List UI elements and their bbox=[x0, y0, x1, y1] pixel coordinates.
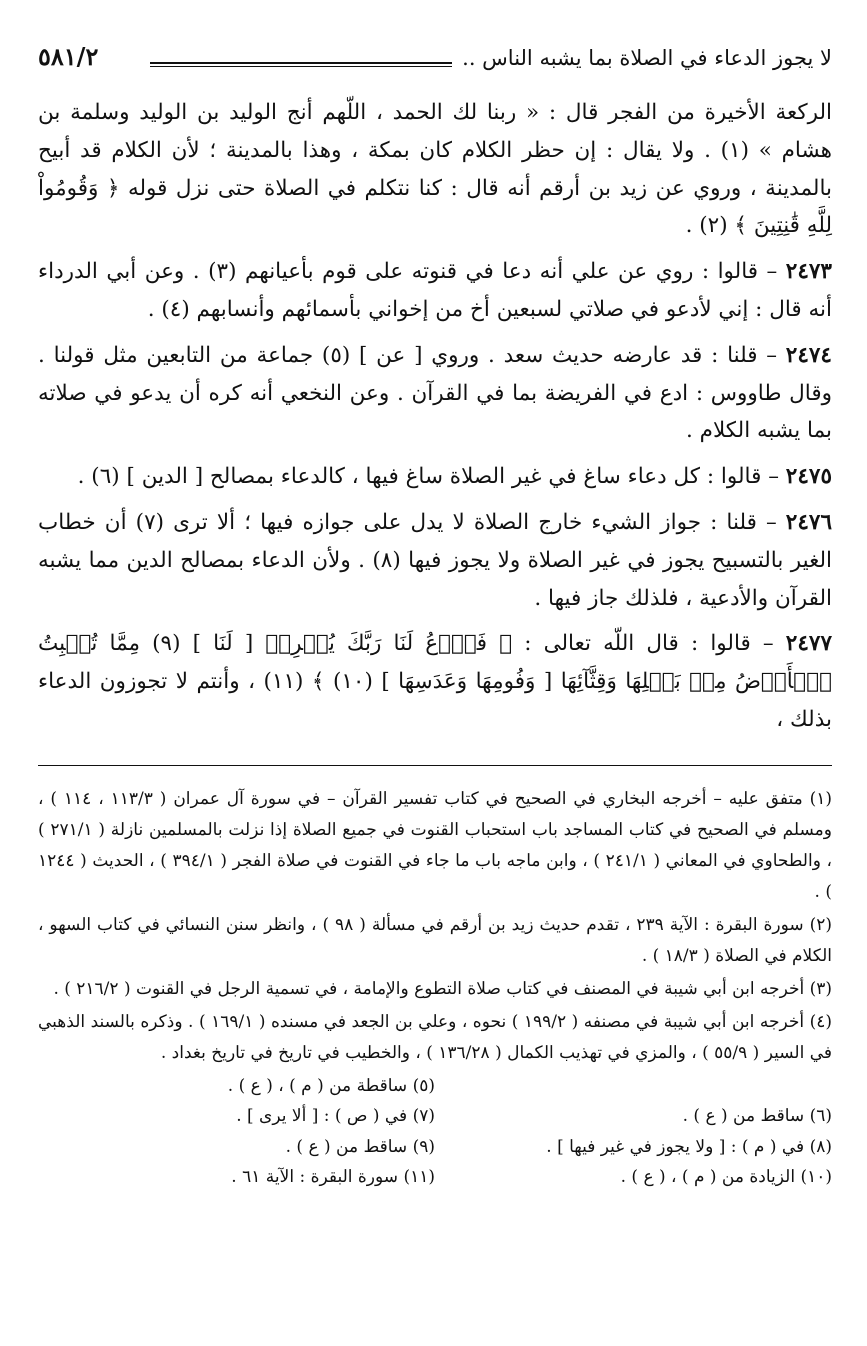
footnote: (٧) في ( ص ) : [ ألا يرى ] . bbox=[236, 1106, 435, 1127]
footnote: (١٠) الزيادة من ( م ) ، ( ع ) . bbox=[620, 1167, 832, 1188]
issue-number: ٢٤٧٣ bbox=[785, 259, 832, 285]
page-header bbox=[38, 40, 832, 80]
footnote: (٣) أخرجه ابن أبي شيبة في المصنف في كتاب صلاة التطوع والإمامة ، في تسمية الرجل في القنوت ( ٢١٦/٢ ) . bbox=[53, 978, 832, 999]
paragraph-2474 bbox=[38, 337, 832, 450]
paragraph-text: – قالوا : كل دعاء ساغ في غير الصلاة ساغ فيها ، كالدعاء بمصالح [ الدين ] (٦) . bbox=[77, 464, 786, 490]
paragraph-2475 bbox=[38, 458, 832, 496]
footnote-row bbox=[38, 1132, 832, 1163]
issue-number: ٢٤٧٦ bbox=[785, 509, 832, 535]
running-title: لا يجوز الدعاء في الصلاة بما يشبه الناس .. bbox=[462, 46, 832, 70]
footnote: (٩) ساقط من ( ع ) . bbox=[285, 1136, 435, 1157]
footnote: (٦) ساقط من ( ع ) . bbox=[682, 1106, 832, 1127]
issue-number: ٢٤٧٤ bbox=[785, 342, 832, 368]
paragraph-text: – قالوا : قال اللّه تعالى : ﴿ فَٱدۡعُ لَنَا رَبَّكَ يُخۡرِجۡ [ لَنَا ] (٩) مِمَّا تُنۢبِتُ ٱلۡأَرۡضُ مِنۢ بَقۡلِهَا وَقِثَّآئِهَا [ وَفُومِهَا وَعَدَسِهَا ] (١٠) ﴾ (١١) ، وأنتم لا تجوزون الدعاء بذلك ، bbox=[38, 631, 832, 732]
paragraph-text: – قلنا : جواز الشيء خارج الصلاة لا يدل على جوازه فيها ؛ ألا ترى (٧) أن خطاب الغير بالتسبيح يجوز في غير الصلاة ولا يجوز فيها (٨) . ولأن الدعاء بمصالح الدين مما يشبه القرآن والأدعية ، فلذلك جاز فيها . bbox=[38, 509, 832, 611]
book-page bbox=[38, 40, 832, 1193]
footnote: (١) متفق عليه – أخرجه البخاري في الصحيح في كتاب تفسير القرآن – في سورة آل عمران ( ١١٣/٣ ، ١١٤ ) ، ومسلم في الصحيح في كتاب المساجد باب استحباب القنوت في جميع الصلاة إذا نزلت بالمسلمين نازلة ( ٢٧١/١ ) ، والطحاوي في المعاني ( ٢٤١/١ ) ، وابن ماجه باب ما جاء في القنوت في صلاة الفجر ( ٣٩٤/١ ) ، الحديث ( ١٢٤٤ ) . bbox=[38, 788, 832, 902]
paragraph-2473 bbox=[38, 253, 832, 329]
footnote-row bbox=[38, 1071, 832, 1102]
issue-number: ٢٤٧٥ bbox=[785, 464, 832, 490]
paragraph-text: – قالوا : روي عن علي أنه دعا في قنوته على قوم بأعيانهم (٣) . وعن أبي الدرداء أنه قال : إني لأدعو في صلاتي لسبعين أخ من إخواني بأسمائهم وأنسابهم (٤) . bbox=[38, 259, 832, 322]
paragraph-text: الركعة الأخيرة من الفجر قال : « ربنا لك الحمد ، اللّهم أنج الوليد بن الوليد وسلمة بن هشام » (١) . ولا يقال : إن حظر الكلام كان بمكة ، وهذا بالمدينة ؛ لأن الكلام قد أبيح بالمدينة ، وروي عن زيد بن أرقم أنه قال : كنا نتكلم في الصلاة حتى نزل قوله ﴿ وَقُومُواْ لِلَّهِ قَٰنِتِينَ ﴾ (٢) . bbox=[38, 100, 832, 239]
footnote: (٢) سورة البقرة : الآية ٢٣٩ ، تقدم حديث زيد بن أرقم في مسألة ( ٩٨ ) ، وانظر سنن النسائي في كتاب السهو ، الكلام في الصلاة ( ١٨/٣ ) . bbox=[38, 914, 832, 966]
paragraph-2477 bbox=[38, 625, 832, 738]
footnote-divider bbox=[38, 765, 832, 766]
footnote: (٤) أخرجه ابن أبي شيبة في مصنفه ( ١٩٩/٢ ) نحوه ، وعلي بن الجعد في مسنده ( ١٦٩/١ ) . وذكره بالسند الذهبي في السير ( ٥٥/٩ ) ، والمزي في تهذيب الكمال ( ١٣٦/٢٨ ) ، والخطيب في تاريخ في تاريخ بغداد . bbox=[38, 1011, 832, 1063]
issue-number: ٢٤٧٧ bbox=[785, 631, 832, 657]
footnote-pairs bbox=[38, 1071, 832, 1193]
footnote: (٥) ساقطة من ( م ) ، ( ع ) . bbox=[227, 1075, 435, 1096]
footnotes bbox=[38, 784, 832, 1069]
paragraph-text: – قلنا : قد عارضه حديث سعد . وروي [ عن ] (٥) جماعة من التابعين مثل قولنا . وقال طاووس : ادع في الفريضة بما في القرآن . وعن النخعي أنه كره أن يدعو في صلاته بما يشبه الكلام . bbox=[38, 342, 832, 444]
footnote-row bbox=[38, 1101, 832, 1132]
page-number: ٥٨١/٢ bbox=[38, 42, 99, 71]
footnote: (١١) سورة البقرة : الآية ٦١ . bbox=[231, 1167, 435, 1188]
footnote: (٨) في ( م ) : [ ولا يجوز في غير فيها ] . bbox=[546, 1136, 832, 1157]
paragraph-continuation bbox=[38, 94, 832, 245]
footnote-row bbox=[38, 1162, 832, 1193]
footnote bbox=[435, 1071, 832, 1102]
header-double-rule bbox=[150, 62, 452, 67]
paragraph-2476 bbox=[38, 504, 832, 617]
main-text bbox=[38, 94, 832, 739]
